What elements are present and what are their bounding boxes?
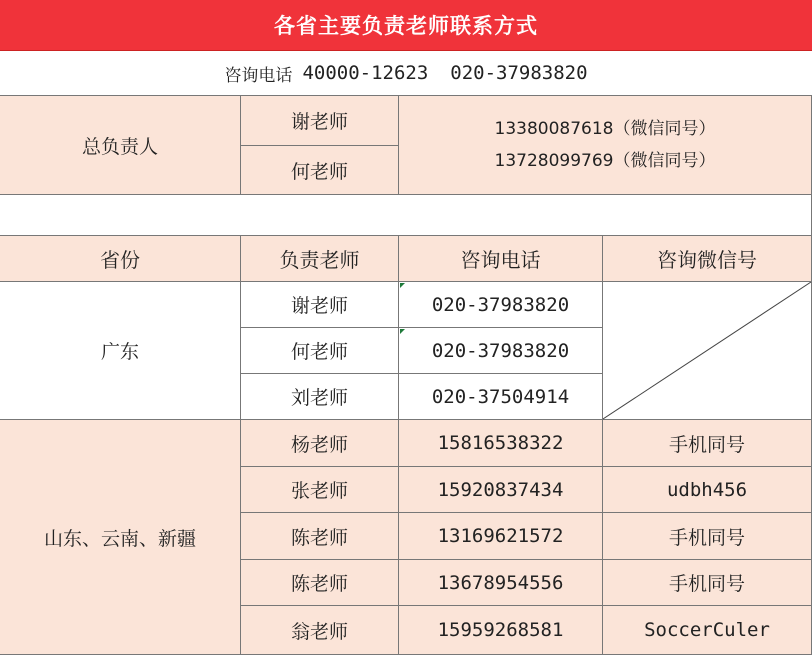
wechat-id: 手机同号 (668, 433, 745, 456)
header-province-label: 省份 (100, 248, 140, 272)
wechat-cell (603, 420, 812, 467)
teacher-cell (241, 513, 399, 560)
chief-label-cell (0, 96, 241, 195)
wechat-cell (603, 606, 812, 655)
phone-cell (399, 374, 603, 420)
teacher-cell (241, 420, 399, 467)
teacher-name: 张老师 (290, 480, 348, 502)
teacher-name: 杨老师 (290, 433, 348, 456)
teacher-name: 陈老师 (290, 526, 348, 549)
consult-phone-label: 咨询电话 (224, 65, 293, 86)
chief-teacher-1: 谢老师 (290, 111, 348, 133)
teacher-name: 何老师 (290, 341, 348, 363)
phone-cell (399, 328, 603, 374)
province-cell (0, 420, 241, 655)
teacher-name: 谢老师 (290, 295, 348, 317)
header-province (0, 236, 241, 282)
chief-teacher-cell (241, 146, 399, 195)
phone-cell (399, 513, 603, 560)
cell-marker-icon (400, 283, 405, 288)
teacher-cell (241, 282, 399, 328)
province-sd-yn-xj: 山东、云南、新疆 (43, 527, 196, 550)
consult-phone-row (0, 51, 812, 96)
province-guangdong: 广东 (100, 341, 139, 363)
consult-phone-number-1: 40000-12623 (302, 62, 429, 84)
phone-cell (399, 420, 603, 467)
header-teacher-label: 负责老师 (279, 248, 360, 272)
teacher-name: 陈老师 (290, 573, 348, 595)
consult-phone-number-2: 020-37983820 (450, 62, 588, 84)
phone-number: 020-37504914 (431, 385, 570, 408)
wechat-cell (603, 467, 812, 513)
phone-cell (399, 282, 603, 328)
phone-number: 020-37983820 (431, 339, 570, 362)
title-text: 各省主要负责老师联系方式 (274, 14, 538, 38)
header-teacher (241, 236, 399, 282)
phone-cell (399, 467, 603, 513)
chief-label: 总负责人 (81, 135, 158, 158)
teacher-cell (241, 374, 399, 420)
header-phone-label: 咨询电话 (460, 248, 541, 272)
cell-marker-icon (400, 329, 405, 334)
wechat-id: SoccerCuler (644, 619, 770, 641)
chief-phone-2: 13728099769（微信同号） (494, 151, 716, 171)
teacher-cell (241, 467, 399, 513)
page-title (0, 0, 812, 51)
header-wechat-label: 咨询微信号 (657, 248, 757, 272)
phone-number: 13678954556 (437, 571, 564, 594)
teacher-cell (241, 560, 399, 606)
phone-number: 15959268581 (437, 619, 564, 641)
wechat-id: udbh456 (666, 478, 748, 501)
teacher-name: 翁老师 (290, 620, 348, 643)
chief-teacher-cell (241, 96, 399, 146)
chief-teacher-2: 何老师 (290, 160, 348, 183)
phone-number: 15920837434 (437, 478, 564, 501)
chief-phones-cell (399, 96, 812, 195)
chief-phone-1: 13380087618（微信同号） (494, 119, 716, 139)
phone-number: 15816538322 (437, 432, 564, 454)
header-wechat (603, 236, 812, 282)
spacer-row (0, 195, 812, 236)
header-phone (399, 236, 603, 282)
phone-cell (399, 606, 603, 655)
phone-cell (399, 560, 603, 606)
wechat-cell (603, 513, 812, 560)
diagonal-line (603, 282, 812, 420)
teacher-cell (241, 328, 399, 374)
teacher-cell (241, 606, 399, 655)
teacher-name: 刘老师 (290, 387, 348, 409)
wechat-id: 手机同号 (668, 573, 745, 595)
wechat-id: 手机同号 (668, 526, 745, 549)
phone-number: 020-37983820 (431, 293, 570, 316)
province-cell (0, 282, 241, 420)
phone-number: 13169621572 (437, 525, 564, 547)
wechat-cell (603, 560, 812, 606)
